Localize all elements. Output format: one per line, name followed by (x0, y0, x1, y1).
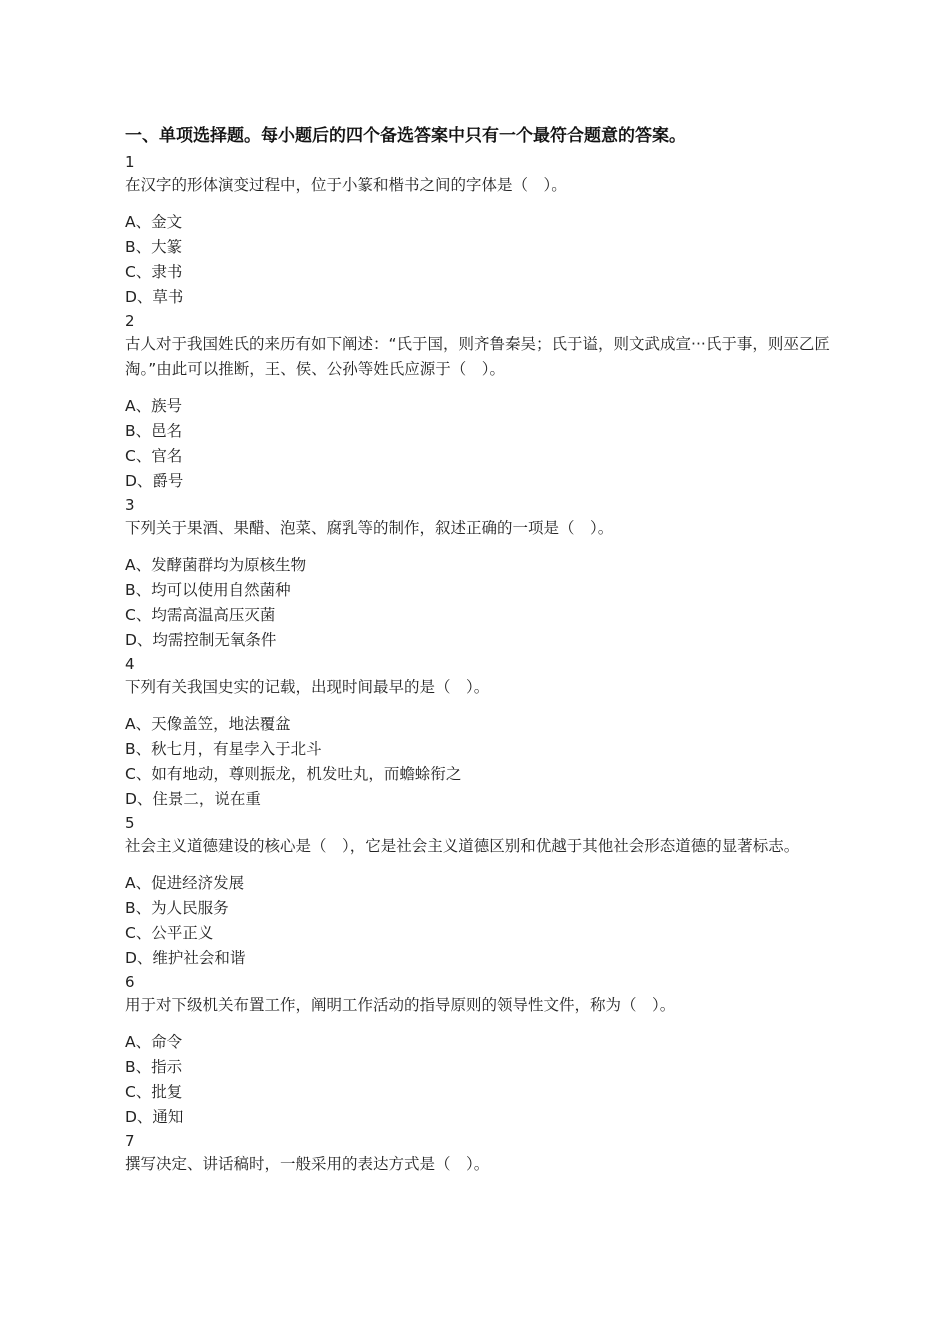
option-a: A、命令 (125, 1033, 183, 1051)
question-text: 撰写决定、讲话稿时，一般采用的表达方式是（ ）。 (125, 1155, 490, 1173)
option-c: C、隶书 (125, 263, 183, 281)
question-text: 社会主义道德建设的核心是（ ），它是社会主义道德区别和优越于其他社会形态道德的显著标志。 (125, 837, 800, 855)
option-a: A、发酵菌群均为原核生物 (125, 556, 307, 574)
option-b: B、为人民服务 (125, 899, 229, 917)
option-b: B、大篆 (125, 238, 183, 256)
document-page (125, 124, 830, 1189)
question-text: 在汉字的形体演变过程中，位于小篆和楷书之间的字体是（ ）。 (125, 176, 567, 194)
question-6 (125, 971, 830, 1130)
option-a: A、促进经济发展 (125, 874, 245, 892)
option-a: A、金文 (125, 213, 183, 231)
question-5 (125, 812, 830, 971)
option-b: B、指示 (125, 1058, 183, 1076)
question-number: 6 (125, 973, 135, 991)
option-c: C、如有地动，尊则振龙，机发吐丸，而蟾蜍衔之 (125, 765, 462, 783)
question-number: 2 (125, 312, 135, 330)
option-d: D、爵号 (125, 472, 184, 490)
section-title: 一、单项选择题。每小题后的四个备选答案中只有一个最符合题意的答案。 (125, 126, 686, 146)
question-3 (125, 494, 830, 653)
option-c: C、批复 (125, 1083, 183, 1101)
option-c: C、均需高温高压灭菌 (125, 606, 276, 624)
question-text: 用于对下级机关布置工作，阐明工作活动的指导原则的领导性文件，称为（ ）。 (125, 996, 676, 1014)
question-number: 3 (125, 496, 135, 514)
option-b: B、秋七月，有星孛入于北斗 (125, 740, 322, 758)
question-text: 古人对于我国姓氏的来历有如下阐述：“氏于国，则齐鲁秦吴；氏于谥，则文武成宣···氏于事，则巫乙匠淘。”由此可以推断，王、侯、公孙等姓氏应源于（ ）。 (125, 335, 830, 378)
option-a: A、族号 (125, 397, 183, 415)
option-a: A、天像盖笠，地法覆盆 (125, 715, 291, 733)
question-number: 7 (125, 1132, 135, 1150)
question-number: 4 (125, 655, 135, 673)
question-number: 1 (125, 153, 135, 171)
question-2 (125, 310, 830, 494)
question-4 (125, 653, 830, 812)
option-c: C、公平正义 (125, 924, 214, 942)
question-1 (125, 151, 830, 310)
question-number: 5 (125, 814, 135, 832)
option-c: C、官名 (125, 447, 183, 465)
option-d: D、草书 (125, 288, 184, 306)
question-7 (125, 1130, 830, 1177)
option-b: B、邑名 (125, 422, 183, 440)
option-d: D、通知 (125, 1108, 184, 1126)
option-b: B、均可以使用自然菌种 (125, 581, 291, 599)
question-text: 下列有关我国史实的记载，出现时间最早的是（ ）。 (125, 678, 490, 696)
option-d: D、均需控制无氧条件 (125, 631, 277, 649)
option-d: D、住景二，说在重 (125, 790, 261, 808)
option-d: D、维护社会和谐 (125, 949, 246, 967)
question-text: 下列关于果酒、果醋、泡菜、腐乳等的制作，叙述正确的一项是（ ）。 (125, 519, 614, 537)
